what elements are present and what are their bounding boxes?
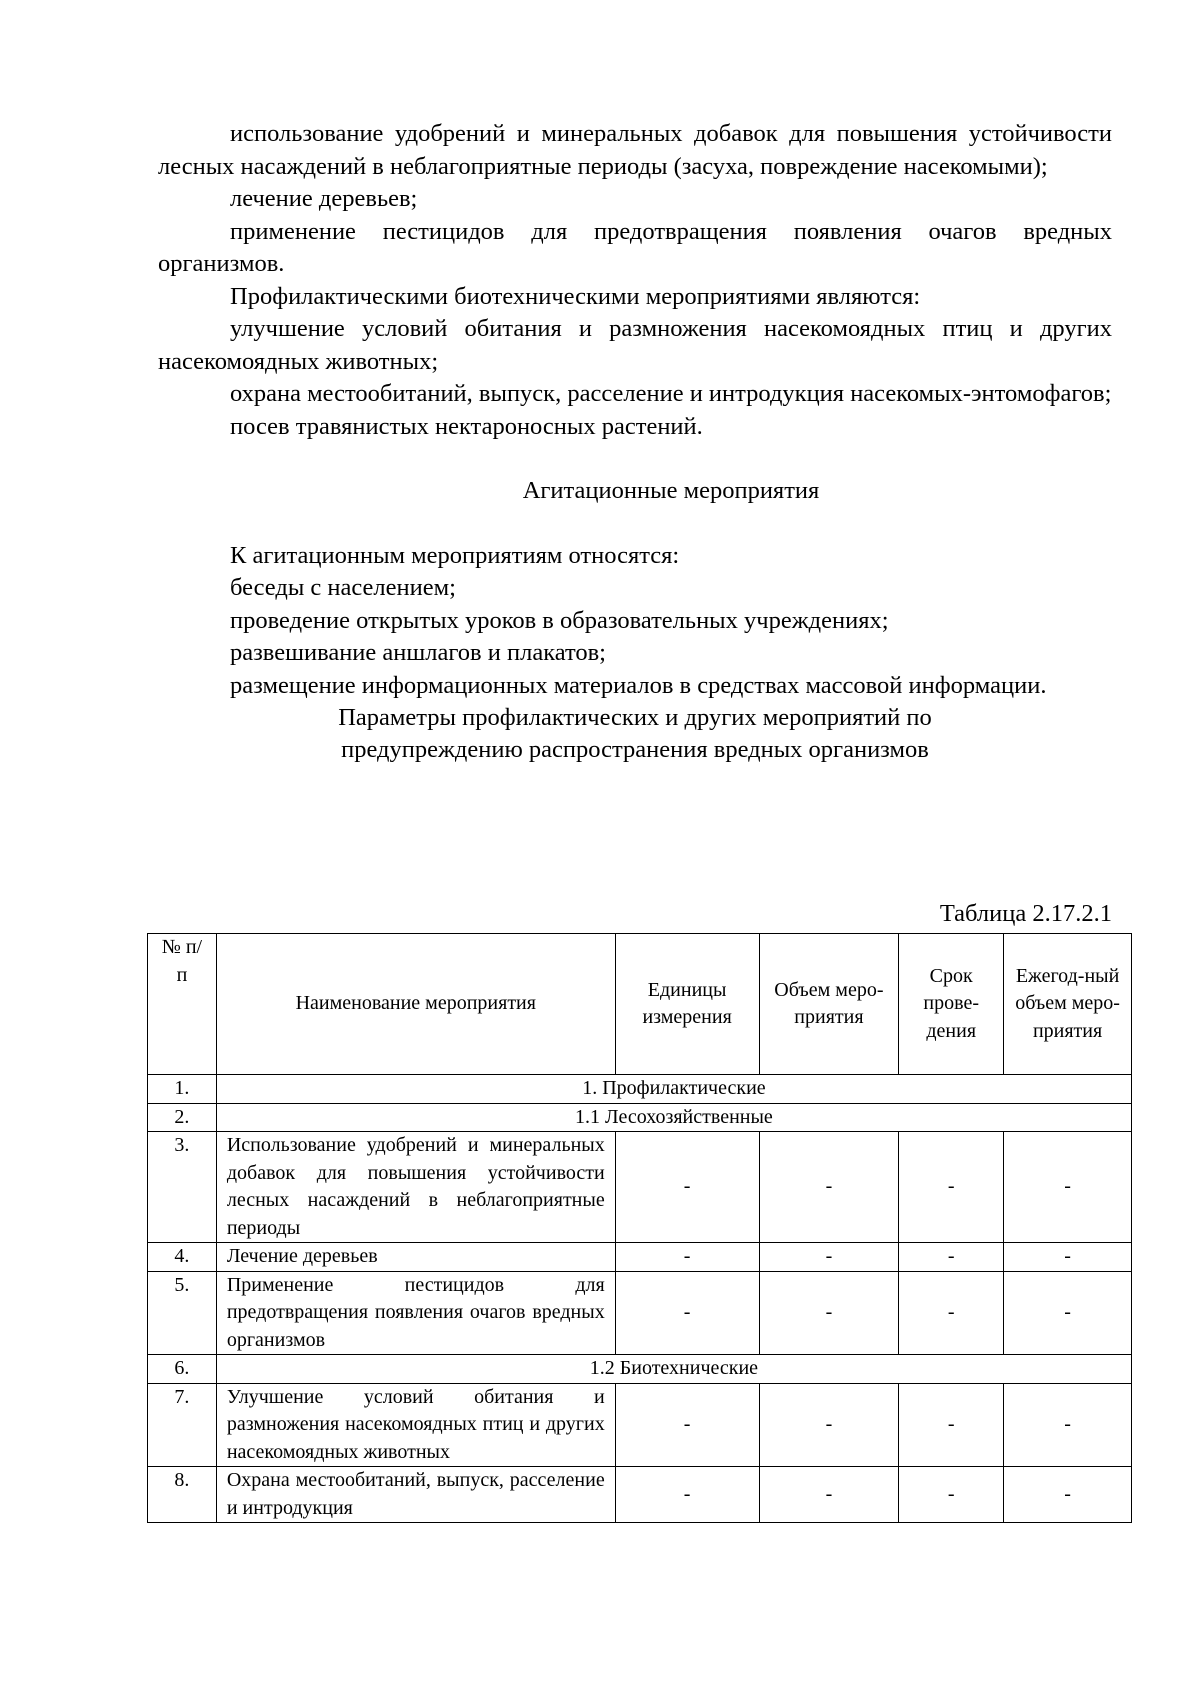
- row-units: -: [615, 1467, 759, 1523]
- paragraph-pesticides: применение пестицидов для предотвращения появления очагов вредных организмов.: [158, 217, 1112, 277]
- row-term: -: [899, 1383, 1004, 1467]
- row-num: 3.: [148, 1132, 217, 1243]
- row-volume: -: [759, 1383, 899, 1467]
- table-label-wrap: [158, 898, 1112, 930]
- table-row: [148, 1383, 1132, 1467]
- row-volume: -: [759, 1132, 899, 1243]
- row-units: -: [615, 1271, 759, 1355]
- row-term: -: [899, 1467, 1004, 1523]
- params-table: [147, 933, 1132, 1523]
- row-annual: -: [1004, 1383, 1132, 1467]
- paragraph-agitation-intro: К агитационным мероприятиям относятся:: [230, 541, 680, 569]
- header-units: Единицы измерения: [615, 934, 759, 1075]
- row-units: -: [615, 1132, 759, 1243]
- table-row: [148, 1103, 1132, 1132]
- table-row: [148, 1355, 1132, 1384]
- row-volume: -: [759, 1467, 899, 1523]
- row-num: 4.: [148, 1243, 217, 1272]
- row-annual: -: [1004, 1467, 1132, 1523]
- paragraph-fertilizers: использование удобрений и минеральных добавок для повышения устойчивости лесных насаждений в неблагоприятные периоды (засуха, повреждение насекомыми);: [158, 120, 1112, 180]
- table-row: [148, 1075, 1132, 1104]
- row-volume: -: [759, 1243, 899, 1272]
- table-title-line2: предупреждению распространения вредных организмов: [341, 736, 929, 763]
- section-label: 1.2 Биотехнические: [216, 1355, 1131, 1384]
- header-name: Наименование мероприятия: [216, 934, 615, 1075]
- row-name: Применение пестицидов для предотвращения появления очагов вредных организмов: [216, 1271, 615, 1355]
- paragraph-bird-habitat: улучшение условий обитания и размножения насекомоядных птиц и других насекомоядных животных;: [158, 315, 1112, 375]
- paragraph-posters: развешивание аншлагов и плакатов;: [230, 639, 606, 666]
- row-num: 7.: [148, 1383, 217, 1467]
- row-units: -: [615, 1383, 759, 1467]
- paragraph-conversations: беседы с населением;: [230, 574, 456, 601]
- row-num: 1.: [148, 1075, 217, 1104]
- table-row: [148, 1467, 1132, 1523]
- row-name: Лечение деревьев: [216, 1243, 615, 1272]
- section-label: 1.1 Лесохозяйственные: [216, 1103, 1131, 1132]
- row-num: 5.: [148, 1271, 217, 1355]
- row-annual: -: [1004, 1132, 1132, 1243]
- table-row: [148, 1243, 1132, 1272]
- header-annual: Ежегод-ный объем меро-приятия: [1004, 934, 1132, 1075]
- row-term: -: [899, 1243, 1004, 1272]
- row-name: Использование удобрений и минеральных добавок для повышения устойчивости лесных насаждений в неблагоприятные периоды: [216, 1132, 615, 1243]
- row-name: Охрана местообитаний, выпуск, расселение и интродукция: [216, 1467, 615, 1523]
- row-term: -: [899, 1132, 1004, 1243]
- header-volume: Объем меро-приятия: [759, 934, 899, 1075]
- paragraph-nectar-plants: посев травянистых нектароносных растений.: [230, 412, 703, 440]
- paragraph-biotech-intro: Профилактическими биотехническими мероприятиями являются:: [230, 282, 921, 310]
- section-label: 1. Профилактические: [216, 1075, 1131, 1104]
- paragraph-entomophages: охрана местообитаний, выпуск, расселение и интродукция насекомых-энтомофагов;: [230, 380, 1112, 407]
- header-num: № п/п: [148, 934, 217, 1075]
- row-annual: -: [1004, 1271, 1132, 1355]
- paragraph-open-lessons: проведение открытых уроков в образовательных учреждениях;: [230, 606, 889, 634]
- row-volume: -: [759, 1271, 899, 1355]
- row-name: Улучшение условий обитания и размножения насекомоядных птиц и других насекомоядных животных: [216, 1383, 615, 1467]
- header-term: Срок прове-дения: [899, 934, 1004, 1075]
- row-num: 2.: [148, 1103, 217, 1132]
- document-page: [158, 118, 1112, 766]
- row-annual: -: [1004, 1243, 1132, 1272]
- table-header-row: [148, 934, 1132, 1075]
- row-term: -: [899, 1271, 1004, 1355]
- row-num: 8.: [148, 1467, 217, 1523]
- row-units: -: [615, 1243, 759, 1272]
- table-row: [148, 1271, 1132, 1355]
- table-title-line1: Параметры профилактических и других мероприятий по: [338, 704, 932, 731]
- row-num: 6.: [148, 1355, 217, 1384]
- section-heading: Агитационные мероприятия: [522, 477, 820, 504]
- paragraph-media: размещение информационных материалов в средствах массовой информации.: [230, 671, 1047, 699]
- table-label: Таблица 2.17.2.1: [939, 900, 1112, 927]
- table-row: [148, 1132, 1132, 1243]
- paragraph-tree-treatment: лечение деревьев;: [230, 185, 418, 212]
